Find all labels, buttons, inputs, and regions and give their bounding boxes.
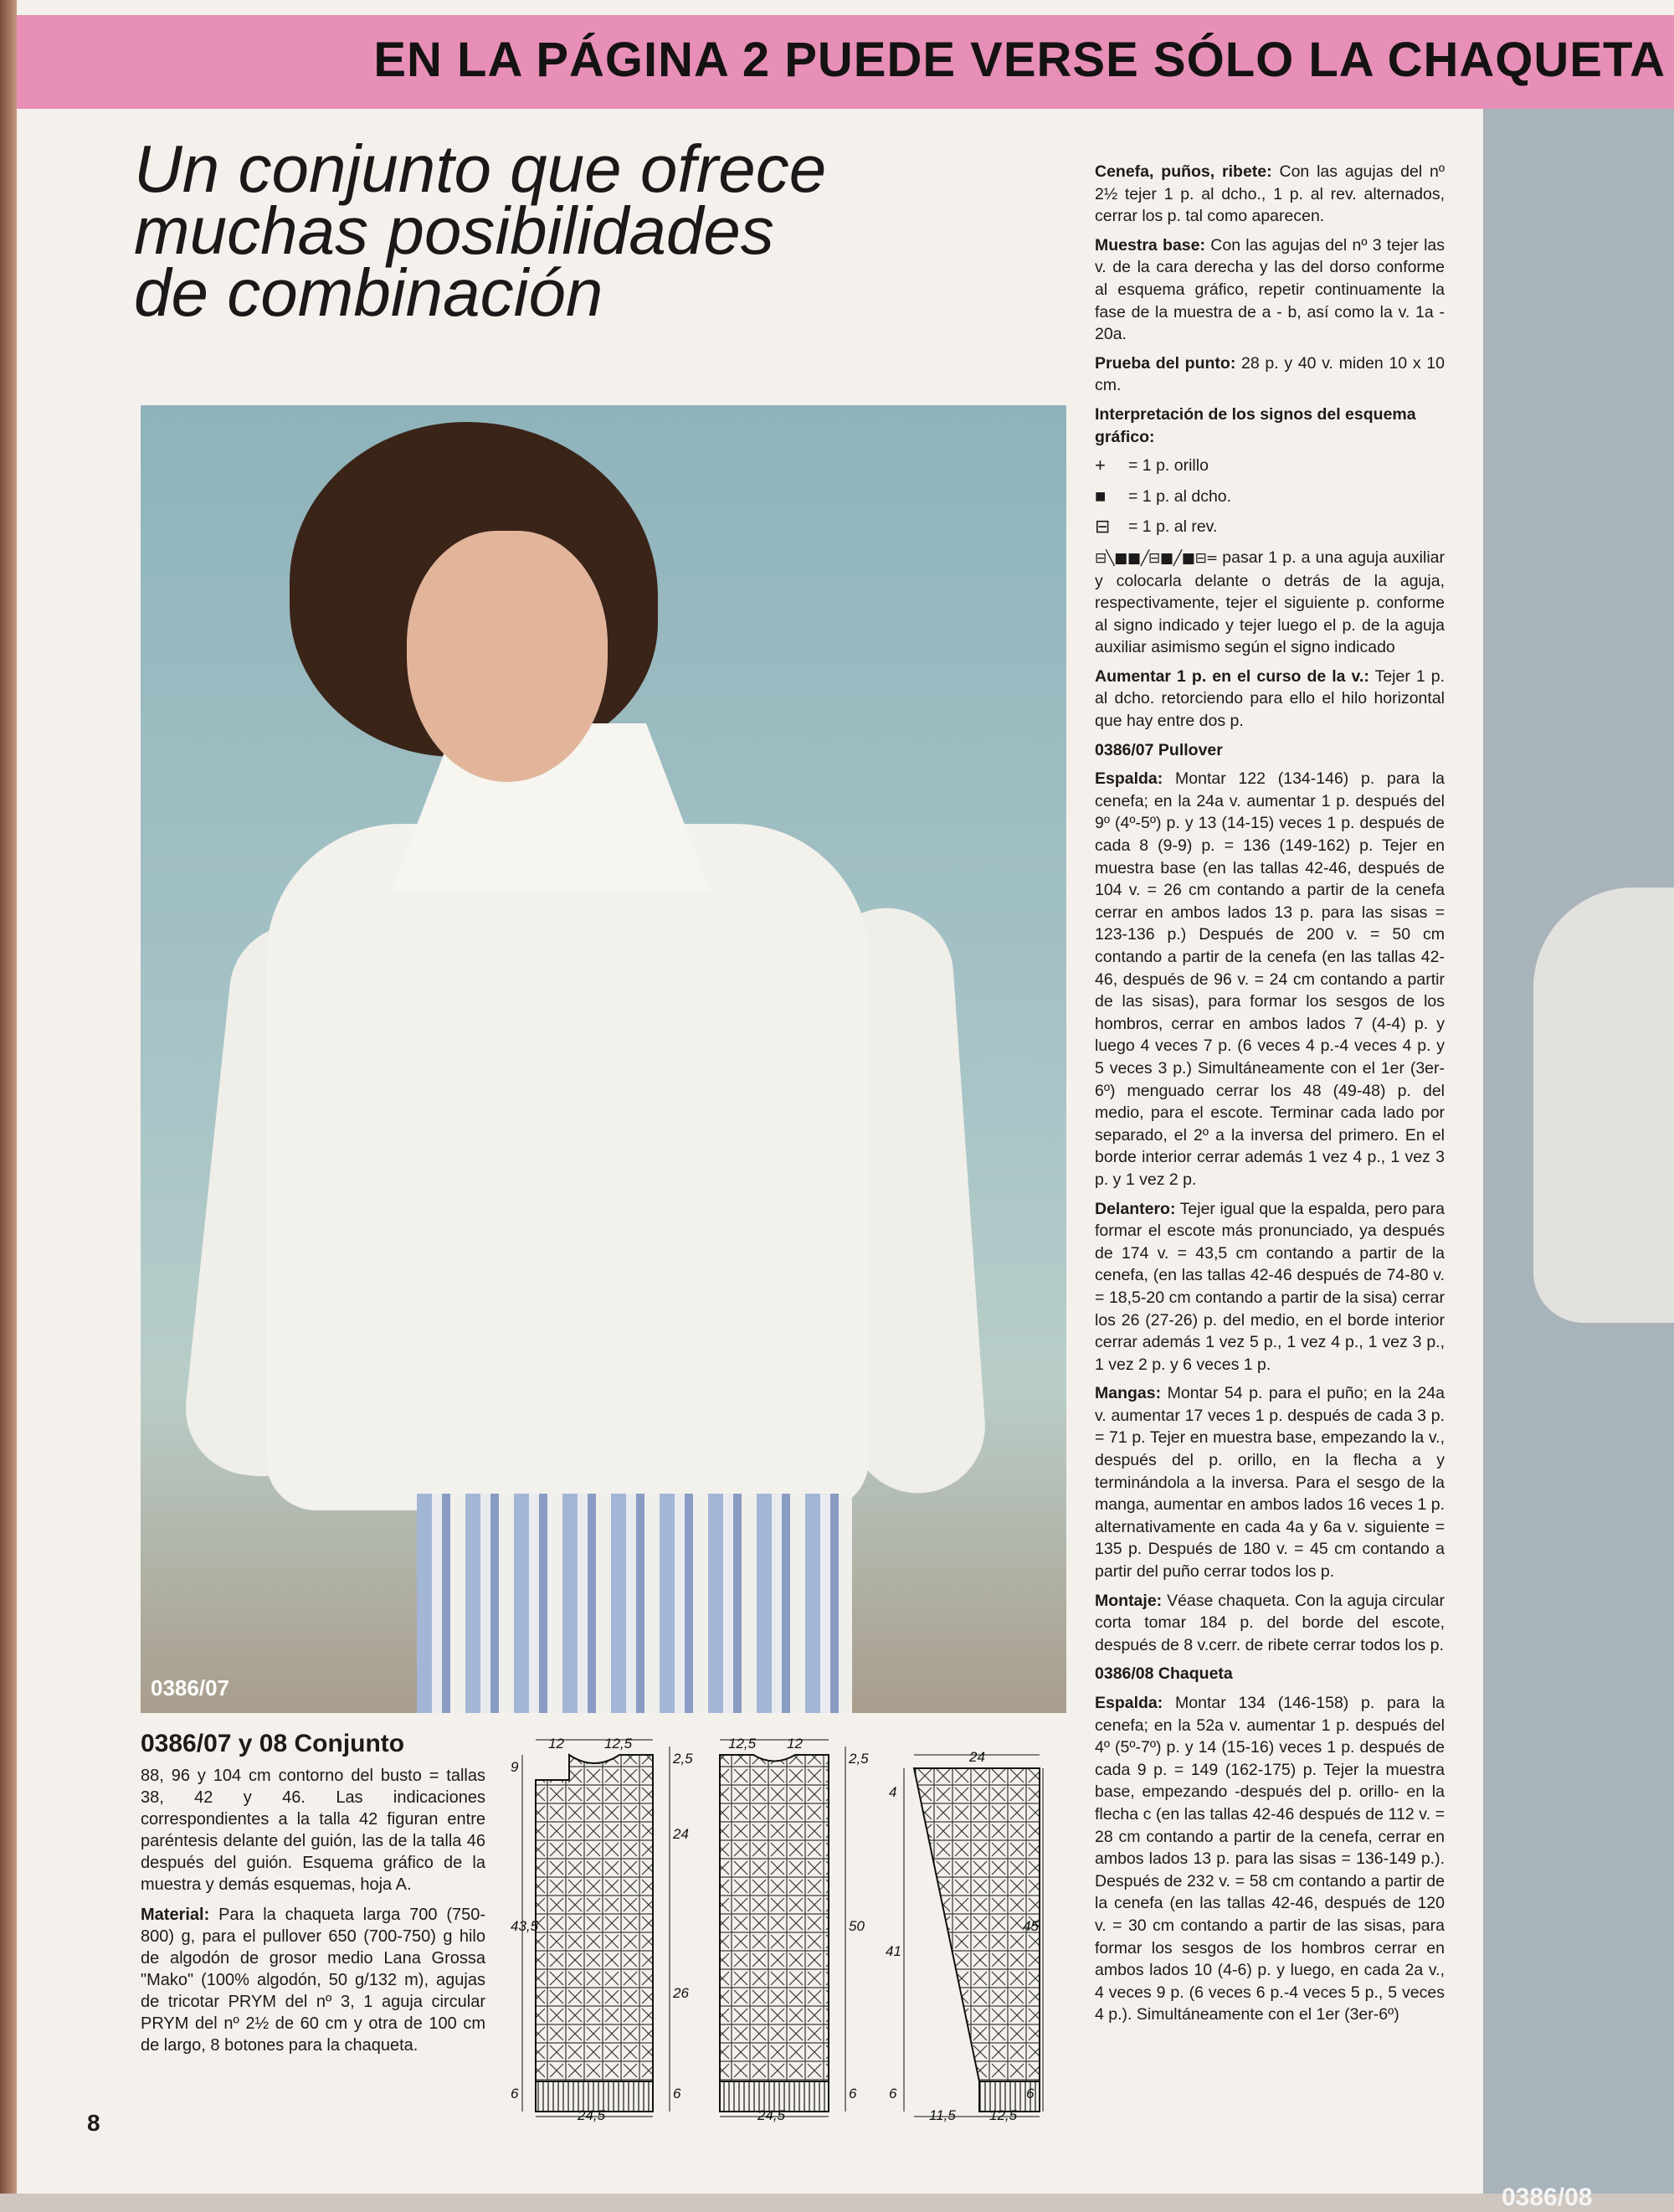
instr-prueba-text: 28 p. y 40 v. miden 10 x 10 cm. — [1095, 353, 1445, 395]
instr-cenefa-label: Cenefa, puños, ribete: — [1095, 162, 1272, 181]
schema-front-top-1: 12,5 — [728, 1736, 757, 1752]
instr-espalda-text: Montar 122 (134-146) p. para la cenefa; en la 24a v. aumentar 1 p. después del 9º (4º-5º) p. y 13 (14-15) veces 1 p. después de cada 8 (9-9) p. = 136 (149-162) p. Tejer en muestra base (en las tallas 42-46, después de 104 v. = 26 cm contando a partir de la cenefa cerrar en ambos lados 13 p. para las sisas = 123-136 p.) Después de 200 v. = 50 cm contando a partir de la cenefa (en las tallas 42-46, después de 96 v. = 24 cm contando a partir de las sisas), para formar los sesgos de los hombros, cerrar en ambos lados 7 (4-4) p. y luego 4 veces 7 p. (6 veces 4 p.-4 veces 4 p. y 5 veces 3 p.) Simultáneamente con el 1er (3er-6º) menguado cerrar los 48 (49-48) p. del medio, para el escote. Terminar cada lado por separado, el 2º a la inversa del primero. En el borde interior cerrar además 1 vez 4 p., 1 vez 3 p. y 1 vez 2 p. — [1095, 769, 1445, 1189]
photo-pants — [417, 1494, 852, 1713]
symbol-dcho-text: = 1 p. al dcho. — [1128, 486, 1232, 506]
minus-square-icon: ⊟ — [1095, 516, 1111, 538]
schema-back-left-1: 9 — [511, 1759, 519, 1775]
instr-aumentar-text: Tejer 1 p. al dcho. retorciendo para ello el hilo horizontal que hay entre dos p. — [1095, 666, 1445, 731]
page-edge — [0, 0, 17, 2194]
schema-sleeve-bottom-2: 12,5 — [989, 2107, 1018, 2123]
schema-sleeve-left-2: 41 — [886, 1943, 901, 1959]
instr-prueba — [1095, 352, 1445, 397]
schema-back-left-2: 43,5 — [511, 1918, 539, 1934]
schema-back-left-3: 6 — [511, 2086, 519, 2101]
instr-prueba-label: Prueba del punto: — [1095, 353, 1236, 373]
schema-back-right-2: 24 — [673, 1826, 689, 1842]
next-page-photo — [1533, 887, 1674, 1323]
instr-aumentar — [1095, 666, 1445, 733]
instr-montaje-text: Véase chaqueta. Con la aguja circular corta tomar 184 p. del borde del escote, después de 8 v.cerr. de ribete cerrar todos los p. — [1095, 1591, 1445, 1654]
schema-sleeve — [886, 1749, 1043, 2123]
schema-front-bottom: 24,5 — [757, 2107, 786, 2123]
instr-montaje — [1095, 1590, 1445, 1657]
instr-mangas-label: Mangas: — [1095, 1384, 1162, 1403]
symbol-rev-text: = 1 p. al rev. — [1128, 517, 1218, 537]
instructions-column — [1095, 161, 1445, 2033]
instr-mangas — [1095, 1382, 1445, 1582]
instr-delantero-text: Tejer igual que la espalda, pero para formar el escote más pronunciado, ya después de 174 v. = 43,5 cm contando a partir de la cenefa, (en las tallas 42-46 después de 74-80 v. = 18,5-20 cm contando a partir de la sisa) cerrar los 26 (27-26) p. del medio, en el borde interior cerrar además 1 vez 5 p., 1 vez 4 p., 1 vez 3 p., 1 vez 2 p. y 6 veces 1 p. — [1095, 1199, 1445, 1374]
schema-sleeve-top: 24 — [969, 1749, 985, 1765]
instr-delantero — [1095, 1198, 1445, 1376]
schema-front-right-1: 2,5 — [849, 1751, 869, 1767]
schema-sleeve-left-3: 6 — [889, 2086, 897, 2101]
instr-mangas-text: Montar 54 p. para el puño; en la 24a v. aumentar 17 veces 1 p. después de cada 3 p. = 71 p. Tejer en muestra base, empezando la v., después del p. orillo, en la flecha a y terminándola a la inversa. Para el sesgo de la manga, aumentar en ambos lados 16 veces 1 p. alternativamente en cada 4a y 6a v. siguiente = 135 p. Después de 180 v. = 45 cm contando a partir del puño cerrar todos los p. — [1095, 1384, 1445, 1582]
schema-front-right-2: 50 — [849, 1918, 865, 1934]
schema-back-right-4: 6 — [673, 2086, 681, 2101]
photo-face — [407, 531, 608, 782]
size-schemas — [511, 1730, 1046, 2123]
side-panel — [1483, 109, 1674, 2211]
schema-front — [720, 1736, 869, 2123]
symbol-row-rev — [1095, 516, 1445, 538]
instr-muestra-text: Con las agujas del nº 3 tejer las v. de la cara derecha y las del dorso conforme al esquema gráfico, repetir continuamente la fase de la muestra de a - b, así como la v. 1a - 20a. — [1095, 235, 1445, 344]
instr-chaqueta-espalda — [1095, 1692, 1445, 2026]
schema-sleeve-bottom-1: 11,5 — [929, 2107, 956, 2123]
model-photo — [141, 405, 1066, 1713]
page-number: 8 — [87, 2110, 100, 2136]
schema-sleeve-left-1: 4 — [889, 1784, 897, 1800]
material-text: Para la chaqueta larga 700 (750-800) g, para el pullover 650 (700-750) g hilo de algodón de grosor medio Lana Grossa "Mako" (100% algodón, 50 g/132 m), agujas de tricotar PRYM del nº 3, 1 aguja circular PRYM del nº 2½ de 60 cm y otra de 100 cm de largo, 8 botones para la chaqueta. — [141, 1906, 486, 2055]
symbols-heading: Interpretación de los signos del esquema gráfico: — [1095, 404, 1416, 446]
pullover-heading: 0386/07 Pullover — [1095, 740, 1223, 759]
schema-front-right-3: 6 — [849, 2086, 857, 2101]
sizes-paragraph: 88, 96 y 104 cm contorno del busto = tallas 38, 42 y 46. Las indicaciones correspondientes a la talla 42 figuran entre paréntesis delante del guión, las de la talla 46 después del guión. Esquema gráfico de la muestra y demás esquemas, hoja A. — [141, 1767, 485, 1894]
instr-delantero-label: Delantero: — [1095, 1199, 1176, 1218]
cable-symbol-icon: ⊟╲■■╱⊟■╱■⊟= — [1095, 549, 1218, 567]
instr-aumentar-label: Aumentar 1 p. en el curso de la v.: — [1095, 666, 1369, 686]
symbol-row-orillo — [1095, 455, 1445, 477]
photo-sweater — [266, 824, 869, 1510]
schema-back — [511, 1736, 693, 2123]
schema-front-top-2: 12 — [787, 1736, 803, 1752]
filled-square-icon: ■ — [1095, 485, 1107, 507]
schema-back-right-1: 2,5 — [673, 1751, 693, 1767]
instr-chaqueta-espalda-text: Montar 134 (146-158) p. para la cenefa; en la 52a v. aumentar 1 p. después del 4º (5º-7º) p. y 14 (15-16) veces 1 p. después de cada 9 p. = 149 (162-175) p. Tejer la muestra base, empezando -después del p. orillo- en la flecha c (en las tallas 42-46 después de 112 v. = 28 cm contando a partir de la cenefa, cerrar en ambos lados 13 p. para las sisas = 136-149 p.). Después de 232 v. = 58 cm contando a partir de la cenefa (en las tallas 42-46, después de 120 v. = 30 cm contando a partir de las sisas, para formar los sesgos de los hombros cerrar en ambos lados 10 (4-6) p. y luego, en cada 2a v., 4 veces 9 p. (6 veces 6 p.-4 veces 5 p., 5 veces 4 p.). Simultáneamente con el 1er (3er-6º) — [1095, 1694, 1445, 2024]
photo-code: 0386/07 — [151, 1675, 229, 1700]
banner-bar — [17, 15, 1674, 109]
schema-sleeve-right-2: 6 — [1026, 2086, 1035, 2101]
title-line-1: Un conjunto que ofrece — [134, 131, 827, 206]
instr-chaqueta-espalda-label: Espalda: — [1095, 1694, 1163, 1712]
symbol-orillo-text: = 1 p. orillo — [1128, 456, 1209, 476]
title-line-2: muchas posibilidades — [134, 193, 774, 268]
material-paragraph — [141, 1904, 485, 2056]
schema-back-right-3: 26 — [673, 1985, 689, 2001]
pattern-title: 0386/07 y 08 Conjunto — [141, 1730, 405, 1757]
instr-montaje-label: Montaje: — [1095, 1591, 1163, 1610]
side-code: 0386/08 — [1502, 2184, 1593, 2211]
instr-espalda — [1095, 768, 1445, 1191]
banner-text: EN LA PÁGINA 2 PUEDE VERSE SÓLO LA CHAQUETA — [373, 33, 1666, 87]
schema-back-bottom: 24,5 — [578, 2107, 606, 2123]
instr-cable-text: pasar 1 p. a una aguja auxiliar y colocarla delante o detrás de la aguja, respectivamente, tejer el siguiente p. conforme al signo indicado y tejer luego el p. de la aguja auxiliar asimismo según el signo indicado — [1095, 548, 1445, 657]
material-label: Material: — [141, 1906, 210, 1924]
symbol-row-dcho — [1095, 486, 1445, 508]
instr-cable — [1095, 547, 1445, 659]
chaqueta-heading: 0386/08 Chaqueta — [1095, 1664, 1233, 1684]
page-title — [134, 131, 971, 330]
intro-column — [141, 1730, 485, 2065]
schema-back-top-1: 12 — [548, 1736, 564, 1752]
schema-back-top-2: 12,5 — [604, 1736, 633, 1752]
instr-espalda-label: Espalda: — [1095, 769, 1163, 789]
schema-sleeve-right-1: 45 — [1023, 1918, 1039, 1934]
instr-cenefa-text: Con las agujas del nº 2½ tejer 1 p. al dcho., 1 p. al rev. alternados, cerrar los p. tal como aparecen. — [1095, 162, 1445, 226]
title-line-3: de combinación — [134, 255, 603, 330]
instr-muestra — [1095, 234, 1445, 346]
instr-muestra-label: Muestra base: — [1095, 235, 1205, 255]
plus-symbol-icon: + — [1095, 455, 1106, 476]
instr-cenefa — [1095, 161, 1445, 228]
